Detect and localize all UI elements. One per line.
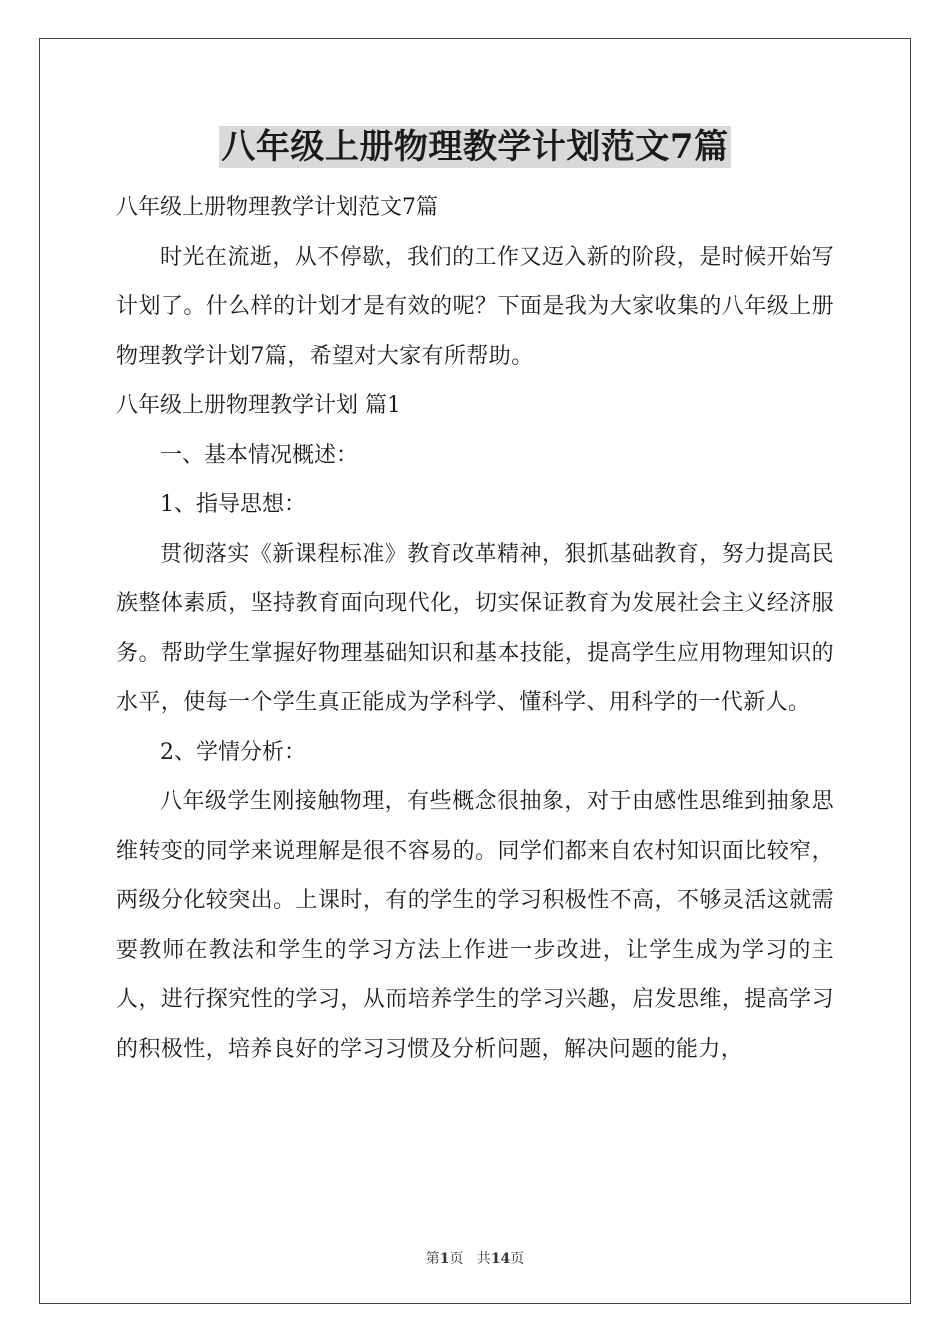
- part-heading: 一、基本情况概述：: [160, 442, 359, 468]
- item-heading-student-analysis: 2、学情分析：: [160, 739, 306, 765]
- footer-page-suffix: 页: [510, 1251, 525, 1267]
- footer-page-total: 14: [490, 1251, 511, 1267]
- document-subtitle: 八年级上册物理教学计划范文7篇: [116, 195, 438, 220]
- footer-page-prefix: 第: [425, 1251, 440, 1267]
- footer-page-mid: 页 共: [449, 1251, 491, 1267]
- document-body: [116, 183, 834, 1074]
- student-analysis-paragraph: 八年级学生刚接触物理，有些概念很抽象，对于由感性思维到抽象思维转变的同学来说理解是很不容易的。同学们都来自农村知识面比较窄，两级分化较突出。上课时，有的学生的学习积极性不高，不够灵活这就需要教师在教法和学生的学习方法上作进一步改进，让学生成为学习的主人，进行探究性的学习，从而培养学生的学习兴趣，启发思维，提高学习的积极性，培养良好的学习习惯及分析问题，解决问题的能力，: [116, 789, 834, 1062]
- page-footer: [0, 1248, 950, 1268]
- section-heading: 八年级上册物理教学计划 篇1: [116, 393, 401, 418]
- item-heading-guiding-ideology: 1、指导思想：: [160, 492, 306, 517]
- document-title: 八年级上册物理教学计划范文7篇: [221, 127, 729, 167]
- intro-paragraph: 时光在流逝，从不停歇，我们的工作又迈入新的阶段，是时候开始写计划了。什么样的计划才是有效的呢？下面是我为大家收集的八年级上册物理教学计划7篇，希望对大家有所帮助。: [116, 244, 834, 369]
- title-container: [0, 126, 950, 168]
- footer-page-current: 1: [439, 1251, 450, 1267]
- guiding-ideology-paragraph: 贯彻落实《新课程标准》教育改革精神，狠抓基础教育，努力提高民族整体素质，坚持教育面向现代化，切实保证教育为发展社会主义经济服务。帮助学生掌握好物理基础知识和基本技能，提高学生应用物理知识的水平，使每一个学生真正能成为学科学、懂科学、用科学的一代新人。: [116, 541, 834, 715]
